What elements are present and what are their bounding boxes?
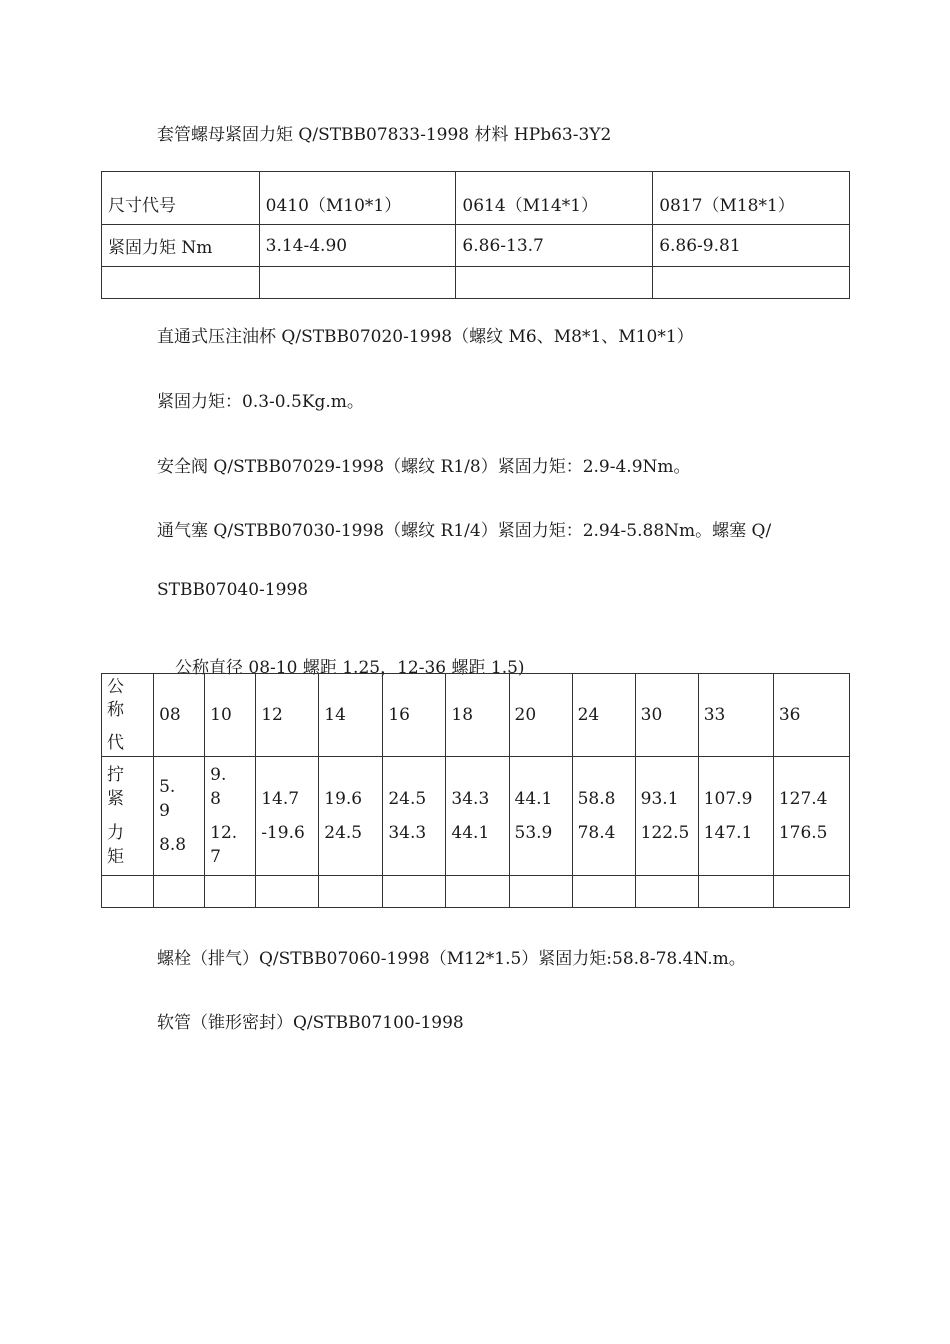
table-cell: 0614（M14*1） [456, 172, 653, 225]
plug-torque-table [101, 673, 850, 908]
table-row [102, 225, 850, 267]
torque-cell: 5. 9 8.8 [154, 757, 205, 876]
torque-cell: 58.8 78.4 [572, 757, 635, 876]
torque-cell: 9. 8 12. 7 [205, 757, 256, 876]
table-row [102, 757, 850, 876]
table-cell: 0410（M10*1） [259, 172, 456, 225]
table-row [102, 172, 850, 225]
row-header-torque: 拧 紧 力 矩 [102, 757, 154, 876]
size-cell: 18 [446, 674, 509, 757]
table-cell: 尺寸代号 [102, 172, 260, 225]
table-cell: 0817（M18*1） [653, 172, 850, 225]
title-line: 套管螺母紧固力矩 Q/STBB07833-1998 材料 HPb63-3Y2 [157, 125, 612, 145]
nominal-diameter-line: 公称直径 08-10 螺距 1.25，12-36 螺距 1.5) [175, 658, 525, 678]
torque-cell: 24.5 34.3 [383, 757, 446, 876]
torque-cell: 107.9 147.1 [698, 757, 773, 876]
size-cell: 14 [319, 674, 383, 757]
torque-cell: 127.4 176.5 [773, 757, 849, 876]
size-cell: 12 [256, 674, 319, 757]
nut-torque-table [101, 171, 850, 299]
table-cell: 6.86-13.7 [456, 225, 653, 267]
size-cell: 33 [698, 674, 773, 757]
row-header-nominal: 公 称 代 [102, 674, 154, 757]
safety-valve-line: 安全阀 Q/STBB07029-1998（螺纹 R1/8）紧固力矩：2.9-4.9Nm。 [157, 457, 691, 477]
size-cell: 24 [572, 674, 635, 757]
table-row [102, 267, 850, 299]
table-cell: 6.86-9.81 [653, 225, 850, 267]
size-cell: 10 [205, 674, 256, 757]
grease-cup-line: 直通式压注油杯 Q/STBB07020-1998（螺纹 M6、M8*1、M10*1） [157, 327, 694, 347]
exhaust-bolt-line: 螺栓（排气）Q/STBB07060-1998（M12*1.5）紧固力矩:58.8-78.4N.m。 [157, 949, 746, 969]
torque-cell: 44.1 53.9 [509, 757, 572, 876]
vent-plug-line: 通气塞 Q/STBB07030-1998（螺纹 R1/4）紧固力矩：2.94-5.88Nm。螺塞 Q/ [157, 521, 772, 541]
size-cell: 30 [635, 674, 698, 757]
torque-cell: 93.1 122.5 [635, 757, 698, 876]
table-cell: 3.14-4.90 [259, 225, 456, 267]
torque-cell: 19.6 24.5 [319, 757, 383, 876]
torque-line: 紧固力矩：0.3-0.5Kg.m。 [157, 392, 364, 412]
size-cell: 08 [154, 674, 205, 757]
size-cell: 36 [773, 674, 849, 757]
size-cell: 20 [509, 674, 572, 757]
torque-cell: 14.7 -19.6 [256, 757, 319, 876]
size-cell: 16 [383, 674, 446, 757]
table-row [102, 876, 850, 908]
hose-line: 软管（锥形密封）Q/STBB07100-1998 [157, 1013, 464, 1033]
plug-standard-line: STBB07040-1998 [157, 580, 309, 600]
torque-cell: 34.3 44.1 [446, 757, 509, 876]
table-cell: 紧固力矩 Nm [102, 225, 260, 267]
table-row [102, 674, 850, 757]
